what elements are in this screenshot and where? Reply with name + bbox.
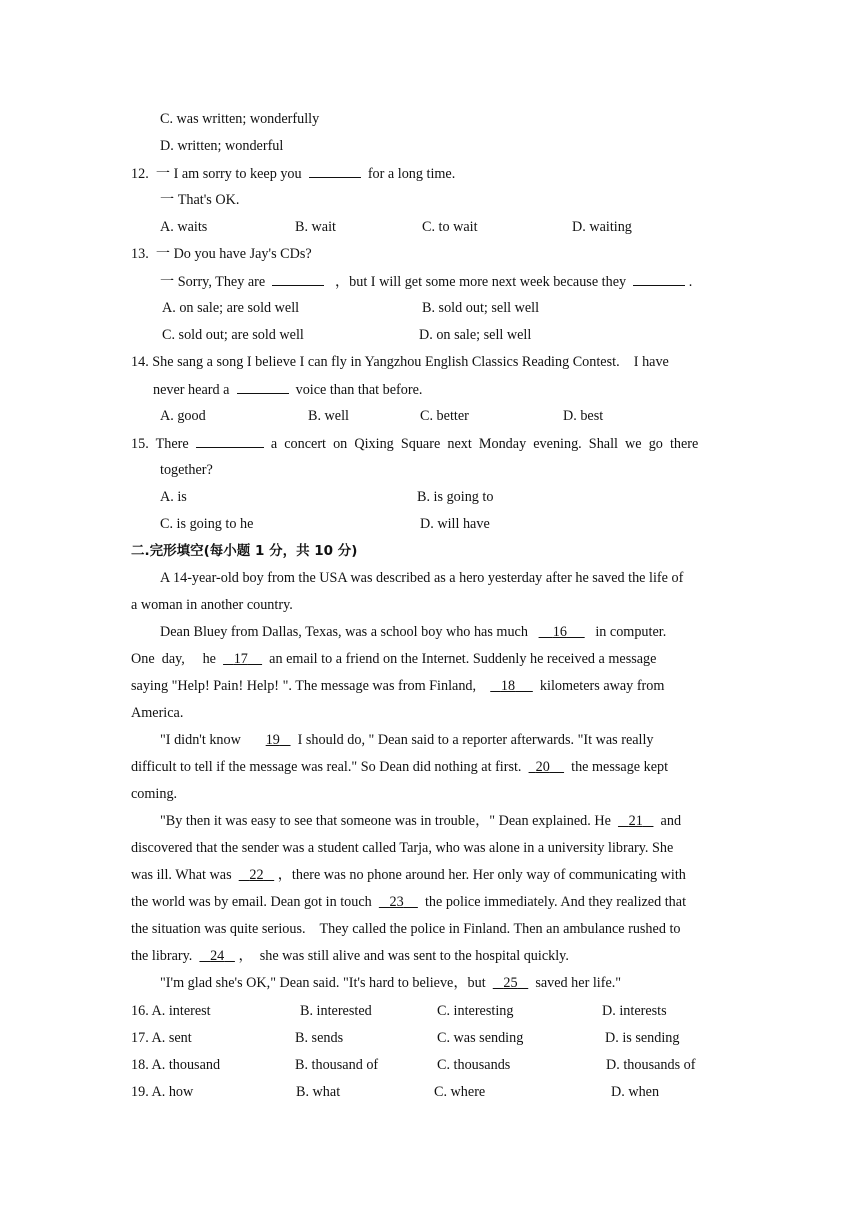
passage-text: difficult to tell if the message was real." So Dean did nothing at first.	[131, 759, 522, 775]
passage-p4-line6	[131, 948, 569, 964]
passage-text: the message kept	[571, 759, 669, 775]
passage-text: saved her life."	[535, 975, 622, 991]
q15-option-a: A. is	[160, 489, 187, 505]
q13-option-c: C. sold out; are sold well	[162, 327, 304, 343]
q13-blank-1[interactable]	[272, 273, 324, 286]
q14-option-a: A. good	[160, 408, 206, 424]
q11-option-d: D. written; wonderful	[160, 138, 284, 154]
blank-22-number: 22	[249, 867, 264, 883]
q13-option-b: B. sold out; sell well	[422, 300, 540, 316]
q15-text-a: 15. There	[131, 436, 189, 452]
blank-19[interactable]	[266, 732, 291, 748]
q12-number: 12.	[131, 166, 149, 182]
q16-option-d: D. interests	[602, 1003, 667, 1019]
passage-text: Dean Bluey from Dallas, Texas, was a school boy who has much	[160, 624, 528, 640]
q18-option-c: C. thousands	[437, 1057, 511, 1073]
passage-text: and	[660, 813, 682, 829]
q13-line2	[160, 273, 692, 290]
q13-option-a: A. on sale; are sold well	[162, 300, 300, 316]
blank-22[interactable]	[239, 867, 274, 883]
q12-line1	[131, 165, 455, 182]
blank-16-number: 16	[552, 624, 567, 640]
blank-17[interactable]	[223, 651, 262, 667]
passage-p3-line2	[131, 759, 668, 775]
passage-text: the police immediately. And they realized that	[424, 894, 687, 910]
q15-option-c: C. is going to he	[160, 516, 254, 532]
passage-text: ，there was no phone around her. Her only way of communicating with	[277, 867, 686, 883]
q14-option-d: D. best	[563, 408, 604, 424]
q15-option-d: D. will have	[420, 516, 490, 532]
q13-option-d: D. on sale; sell well	[419, 327, 532, 343]
passage-p4-line3	[131, 867, 686, 883]
q14-text-b: voice than that before.	[295, 382, 423, 398]
passage-p1-line1: A 14-year-old boy from the USA was described as a hero yesterday after he saved the life of	[160, 570, 684, 586]
passage-text: saying "Help! Pain! Help! ". The message was from Finland,	[131, 678, 477, 694]
blank-24-number: 24	[210, 948, 225, 964]
passage-text: One day, he	[131, 651, 216, 667]
blank-21[interactable]	[618, 813, 653, 829]
q16-option-a: 16. A. interest	[131, 1003, 211, 1019]
passage-p3-line3: coming.	[131, 786, 178, 802]
q14-option-b: B. well	[308, 408, 349, 424]
blank-24[interactable]	[199, 948, 234, 964]
blank-19-number: 19	[265, 732, 280, 748]
q15-line1	[131, 435, 698, 452]
blank-21-number: 21	[628, 813, 643, 829]
passage-text: kilometers away from	[539, 678, 665, 694]
q12-text-b: for a long time.	[367, 166, 456, 182]
blank-17-number: 17	[233, 651, 248, 667]
passage-text: an email to a friend on the Internet. Suddenly he received a message	[269, 651, 657, 667]
q17-option-b: B. sends	[295, 1030, 344, 1046]
passage-p4-line2: discovered that the sender was a student called Tarja, who was alone in a university library. She	[131, 840, 674, 856]
q19-option-b: B. what	[296, 1084, 341, 1100]
passage-p5-line1	[160, 975, 621, 991]
passage-p2-line3	[131, 678, 664, 694]
q17-option-c: C. was sending	[437, 1030, 524, 1046]
q17-option-d: D. is sending	[605, 1030, 680, 1046]
q15-option-b: B. is going to	[417, 489, 494, 505]
passage-p4-line1	[160, 813, 681, 829]
passage-text: in computer.	[595, 624, 667, 640]
passage-text: ， she was still alive and was sent to the hospital quickly.	[238, 948, 569, 964]
passage-text: the library.	[131, 948, 193, 964]
q12-blank[interactable]	[309, 165, 361, 178]
q18-option-b: B. thousand of	[295, 1057, 379, 1073]
section-2-heading: 二.完形填空(每小题 1 分，共 10 分)	[131, 543, 358, 559]
passage-text: the world was by email. Dean got in touch	[131, 894, 372, 910]
q13-text-a: 一 Sorry, They are	[160, 274, 266, 290]
q12-option-c: C. to wait	[422, 219, 478, 235]
passage-text: "I didn't know	[160, 732, 241, 748]
passage-p3-line1	[160, 732, 654, 748]
q14-text-a: never heard a	[153, 382, 230, 398]
passage-text: "I'm glad she's OK," Dean said. "It's hard to believe，but	[160, 975, 486, 991]
q12-option-d: D. waiting	[572, 219, 632, 235]
passage-p2-line2	[131, 651, 656, 667]
q19-option-c: C. where	[434, 1084, 486, 1100]
blank-20-number: 20	[535, 759, 550, 775]
q14-line2	[153, 381, 422, 398]
q19-option-a: 19. A. how	[131, 1084, 194, 1100]
q14-option-c: C. better	[420, 408, 469, 424]
q15-text-b: a concert on Qixing Square next Monday evening. Shall we go there	[270, 436, 699, 452]
q14-blank[interactable]	[237, 381, 289, 394]
q13-line1	[131, 246, 312, 262]
passage-p2-line1	[160, 624, 666, 640]
blank-25-number: 25	[503, 975, 518, 991]
q16-option-c: C. interesting	[437, 1003, 514, 1019]
q13-blank-2[interactable]	[633, 273, 685, 286]
q12-option-b: B. wait	[295, 219, 336, 235]
passage-text: was ill. What was	[131, 867, 232, 883]
passage-p1-line2: a woman in another country.	[131, 597, 293, 613]
q18-option-a: 18. A. thousand	[131, 1057, 221, 1073]
q17-option-a: 17. A. sent	[131, 1030, 192, 1046]
q12-line2: 一 That's OK.	[160, 192, 240, 208]
q12-option-a: A. waits	[160, 219, 208, 235]
q11-option-c: C. was written; wonderfully	[160, 111, 320, 127]
q14-line1: 14. She sang a song I believe I can fly in Yangzhou English Classics Reading Contest. I have	[131, 354, 669, 370]
blank-18-number: 18	[500, 678, 516, 694]
blank-25[interactable]	[493, 975, 528, 991]
passage-text: "By then it was easy to see that someone was in trouble，" Dean explained. He	[160, 813, 611, 829]
q13-text-c: .	[688, 274, 693, 290]
passage-p2-line4: America.	[131, 705, 184, 721]
passage-p4-line4	[131, 894, 686, 910]
q19-option-d: D. when	[611, 1084, 660, 1100]
q12-text-a: 一 I am sorry to keep you	[155, 166, 302, 182]
passage-text: I should do, " Dean said to a reporter afterwards. "It was really	[297, 732, 654, 748]
blank-18[interactable]	[490, 678, 533, 694]
q18-option-d: D. thousands of	[606, 1057, 696, 1073]
passage-p4-line5: the situation was quite serious. They called the police in Finland. Then an ambulance rushed to	[131, 921, 681, 937]
q16-option-b: B. interested	[300, 1003, 372, 1019]
blank-23[interactable]	[379, 894, 418, 910]
blank-16[interactable]	[539, 624, 585, 640]
blank-20[interactable]	[529, 759, 564, 775]
q15-blank[interactable]	[196, 435, 264, 448]
q13-text-b: ，but I will get some more next week because they	[334, 274, 627, 290]
q13-number: 13.	[131, 246, 149, 262]
blank-23-number: 23	[389, 894, 404, 910]
q15-line2: together?	[160, 462, 213, 478]
q13-text: 一 Do you have Jay's CDs?	[155, 246, 312, 262]
